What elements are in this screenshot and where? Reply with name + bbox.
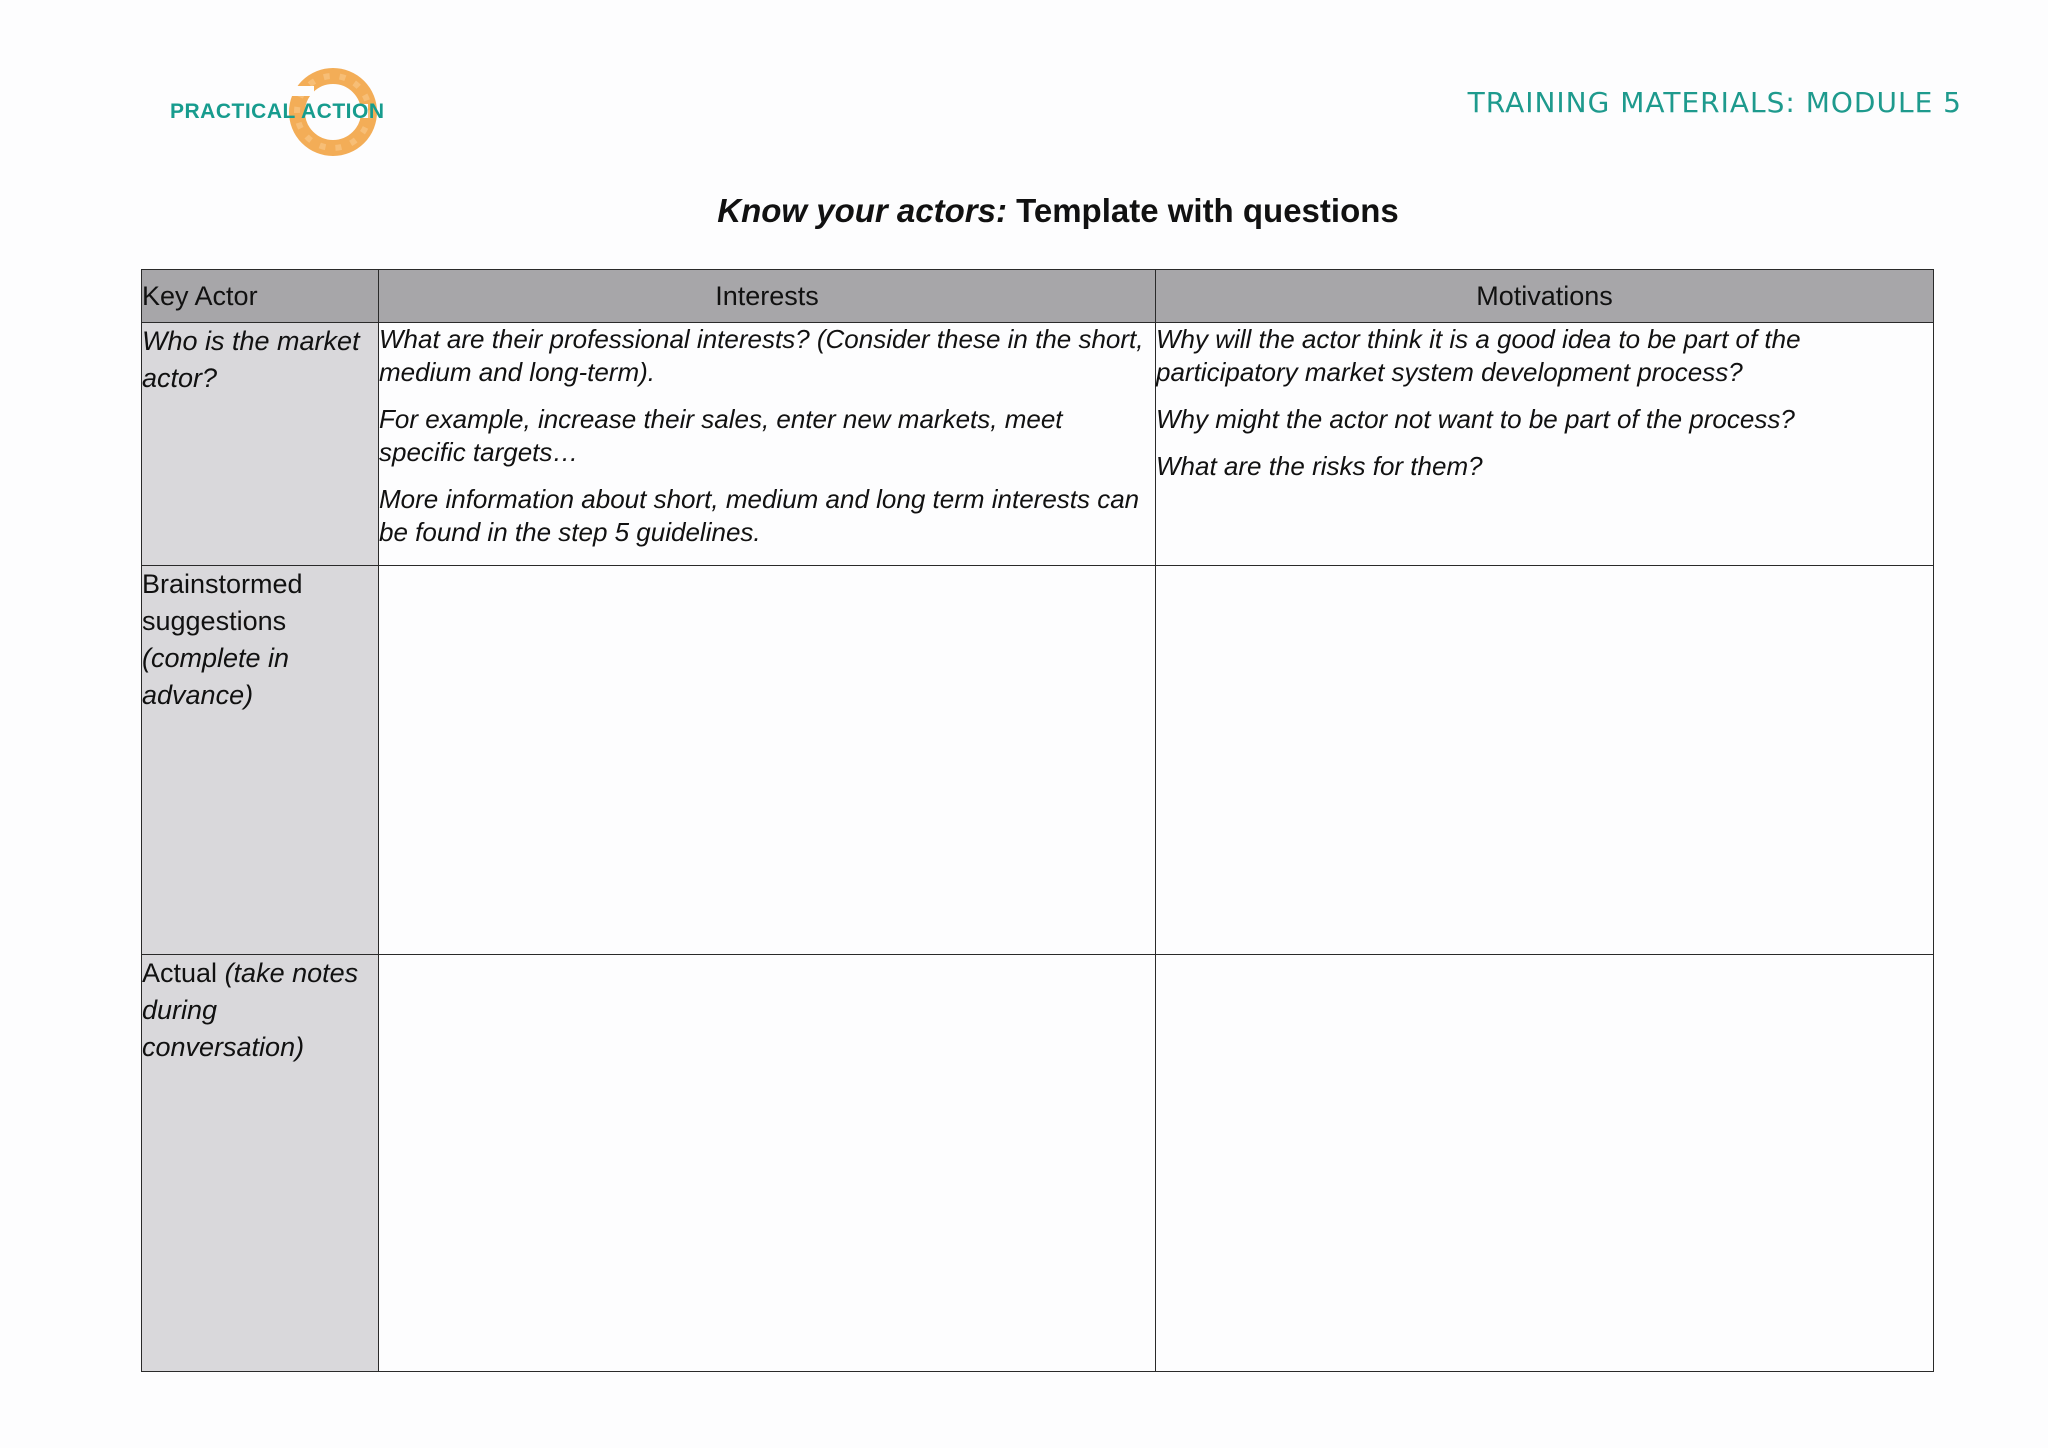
page-title — [0, 192, 2048, 230]
table-row-questions — [142, 323, 1934, 566]
motivations-questions-cell — [1156, 323, 1934, 566]
logo-text: PRACTICAL ACTION — [170, 100, 385, 123]
brainstormed-interests-cell[interactable] — [379, 566, 1156, 955]
brainstormed-note: (complete in advance) — [142, 643, 290, 710]
practical-action-logo — [168, 64, 384, 164]
header-key-actor: Key Actor — [142, 270, 379, 323]
title-rest: Template with questions — [1006, 192, 1399, 229]
row-label-questions — [142, 323, 379, 566]
interests-question-1: What are their professional interests? (Consider these in the short, medium and long-term). — [379, 324, 1144, 387]
interests-question-2: For example, increase their sales, enter new markets, meet specific targets… — [379, 404, 1063, 467]
module-label: TRAINING MATERIALS: MODULE 5 — [1467, 86, 1962, 119]
motivations-question-2: Why might the actor not want to be part of the process? — [1156, 404, 1795, 434]
brainstormed-motivations-cell[interactable] — [1156, 566, 1934, 955]
interests-questions-cell — [379, 323, 1156, 566]
interests-question-3: More information about short, medium and long term interests can be found in the step 5 guidelines. — [379, 484, 1140, 547]
motivations-question-3: What are the risks for them? — [1156, 451, 1483, 481]
actual-motivations-cell[interactable] — [1156, 955, 1934, 1372]
motivations-question-1: Why will the actor think it is a good idea to be part of the participatory market system development process? — [1156, 324, 1801, 387]
actual-note: (take notes during conversation) — [142, 958, 359, 1062]
table-row-brainstormed — [142, 566, 1934, 955]
title-italic: Know your actors: — [717, 192, 1007, 229]
header-interests: Interests — [379, 270, 1156, 323]
row-label-brainstormed — [142, 566, 379, 955]
who-is-actor-question: Who is the market actor? — [142, 326, 360, 393]
brainstormed-label: Brainstormed suggestions — [142, 569, 303, 636]
header-motivations: Motivations — [1156, 270, 1934, 323]
actual-interests-cell[interactable] — [379, 955, 1156, 1372]
actual-label: Actual — [142, 958, 218, 988]
table-row-actual — [142, 955, 1934, 1372]
row-label-actual — [142, 955, 379, 1372]
actors-template-table — [141, 269, 1934, 1372]
table-header-row — [142, 270, 1934, 323]
